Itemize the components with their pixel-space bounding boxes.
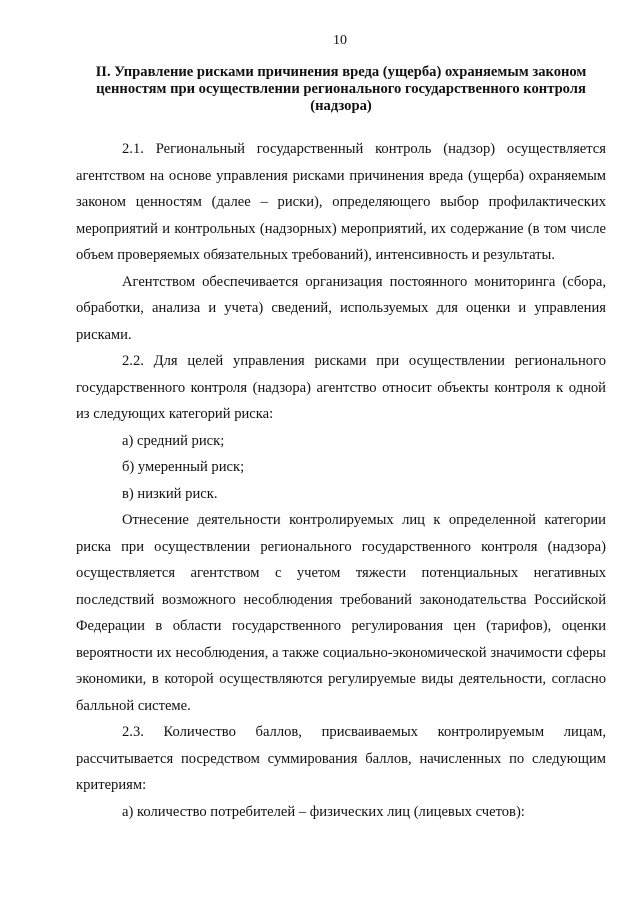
paragraph-2-3: 2.3. Количество баллов, присваиваемых контролируемым лицам, рассчитывается посредством суммирования баллов, начисленных по следующим критериям: <box>76 724 606 793</box>
page-number: 10 <box>333 33 347 48</box>
risk-category-c: в) низкий риск. <box>122 485 218 502</box>
risk-category-b: б) умеренный риск; <box>122 459 245 475</box>
risk-category-a: а) средний риск; <box>122 432 225 449</box>
document-body <box>76 136 606 825</box>
criterion-a: а) количество потребителей – физических лиц (лицевых счетов): <box>122 803 525 820</box>
paragraph-monitoring: Агентством обеспечивается организация постоянного мониторинга (сбора, обработки, анализа и учета) сведений, используемых для оценки и управления рисками. <box>76 273 606 343</box>
paragraph-2-2: 2.2. Для целей управления рисками при осуществлении регионального государственного контроля (надзора) агентство относит объекты контроля к одной из следующих категорий риска: <box>76 353 606 422</box>
paragraph-2-1: 2.1. Региональный государственный контроль (надзор) осуществляется агентством на основе управления рисками причинения вреда (ущерба) охраняемым законом ценностям (далее – риски), определяющего выбор профилактических мероприятий и контрольных (надзорных) мероприятий, их содержание (в том числе объем проверяемых обязательных требований), интенсивность и результаты. <box>76 141 606 263</box>
section-heading: II. Управление рисками причинения вреда (ущерба) охраняемым законом ценностям при осуществлении регионального государственного контроля (надзора) <box>95 64 587 114</box>
paragraph-risk-assignment: Отнесение деятельности контролируемых лиц к определенной категории риска при осуществлении регионального государственного контроля (надзора) осуществляется агентством с учетом тяжести потенциальных негативных последствий возможного несоблюдения требований законодательства Российской Федерации в области государственного регулирования цен (тарифов), оценки вероятности их несоблюдения, а также социально-экономической значимости сферы экономики, в которой осуществляются регулируемые виды деятельности, согласно балльной системе. <box>76 512 606 714</box>
